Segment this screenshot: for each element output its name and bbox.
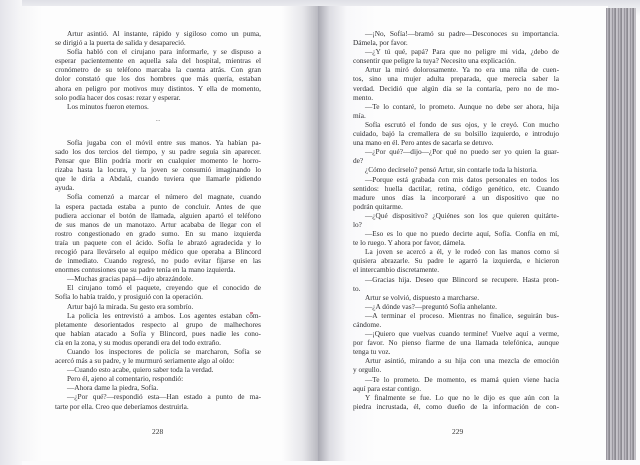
text-line: tarte por ella. Creo que deberíamos destruirla. xyxy=(55,401,189,411)
text-line: Artur se volvió, dispuesto a marcharse. xyxy=(365,292,480,302)
text-line: Cuando los inspectores de policía se marcharon, Sofía se xyxy=(67,347,261,356)
text-line: —A terminar el proceso. Mientras no finalice, seguirán bus- xyxy=(365,310,559,320)
paragraph xyxy=(353,47,559,65)
text-line: quisiera abrazarle. Su padre le agarró la izquierda, e hicieron xyxy=(353,256,559,266)
text-line: Pensar que Blin podría morir en cualquier momento le horro- xyxy=(55,156,261,166)
text-line: cándome. xyxy=(353,320,382,329)
text-line: mento. xyxy=(353,92,374,102)
text-line: recogió para llevárselo al equipo médico que operaba a Blincord xyxy=(55,246,261,256)
paragraph xyxy=(353,29,559,47)
book-page-edges xyxy=(606,8,636,460)
paragraph xyxy=(55,138,261,193)
text-line: la espera pactada estaba a punto de concluir. Antes de que xyxy=(55,201,261,211)
text-line: Los minutos fueron eternos. xyxy=(67,101,149,111)
text-line: La policía les entrevistó a ambos. Los agentes estaban com- xyxy=(67,310,261,320)
text-line: Sofía escrutó el fondo de sus ojos, y le creyó. Con mucho xyxy=(365,119,559,129)
paragraph xyxy=(55,283,261,301)
text-line: dolor constató que los dos hombres que más quería, estaban xyxy=(55,74,261,84)
text-line: sado los dos tercios del tiempo, y su padre seguía sin aparecer. xyxy=(55,146,261,156)
paragraph xyxy=(55,192,261,274)
text-line: tenga tu voz. xyxy=(353,347,391,357)
paragraph xyxy=(353,229,559,247)
text-line: de inmediato. Cuando regresó, no pudo evitar fijarse en las xyxy=(55,256,261,266)
text-line: to. xyxy=(353,283,361,293)
paragraph xyxy=(353,393,559,411)
paragraph xyxy=(55,365,261,374)
paragraph xyxy=(55,102,261,111)
text-line: sentidos: huella dactilar, retina, código genético, etc. Cuando xyxy=(353,183,559,193)
paragraph xyxy=(353,175,559,211)
text-line: consentir que peligre la tuya? Necesito una explicación. xyxy=(353,56,516,66)
text-line: Dámela, por favor. xyxy=(353,38,408,48)
paragraph xyxy=(353,211,559,229)
text-line: La joven se acercó a él, y le rodeó con las manos como si xyxy=(365,247,559,257)
paragraph xyxy=(353,356,559,374)
paragraph xyxy=(353,65,559,101)
text-line: pletamente desorientados respecto al grupo de malhechores xyxy=(55,319,261,329)
text-line: enormes contusiones que su padre tenía en la mano izquierda. xyxy=(55,265,236,275)
text-line: traía un paquete con el ácido. Sofía le abrazó agradecida y lo xyxy=(55,237,261,247)
paragraph xyxy=(55,383,261,392)
text-line: pudiera accionar el botón de llamada, alguien apartó el teléfono xyxy=(55,210,261,220)
paragraph xyxy=(55,347,261,365)
paragraph xyxy=(353,302,559,311)
text-line: una mano en él. Pero antes de sacarla se detuvo. xyxy=(353,138,494,148)
text-line: Artur asintió, mirando a su hija con una mezcla de emoción xyxy=(365,356,559,366)
text-line: el intercambio discretamente. xyxy=(353,265,440,275)
text-line: ayuda. xyxy=(55,183,75,193)
text-line: por favor. No pienso fiarme de una llamada telefónica, aunque xyxy=(353,338,559,348)
paragraph xyxy=(55,274,261,283)
text-line: rizaba hasta la locura, y la joven se consumió imaginando lo xyxy=(55,165,261,175)
text-line: —Ahora dame la piedra, Sofía. xyxy=(67,383,159,393)
text-line: Sofía comenzó a marcar el número del magnate, cuando xyxy=(67,192,261,202)
paragraph xyxy=(353,375,559,393)
paragraph xyxy=(353,102,559,120)
page-number-right: 229 xyxy=(452,427,464,436)
text-line: Artur bajó la mirada. Su gesto era sombrío. xyxy=(67,301,194,311)
text-line: que le diría a Abdalá, cuando tuviera que llamarle pidiendo xyxy=(55,174,261,184)
text-line: que habían atacado a Sofía y Blincord, pues nadie les cono- xyxy=(55,328,261,338)
text-line: rostro congestionado en grado sumo. En su mano izquierda xyxy=(55,228,261,238)
text-line: podrán quitarme. xyxy=(353,201,403,211)
text-line: Sofía habló con el cirujano para informarle, y se dispuso a xyxy=(67,47,261,57)
text-line: Artur la miró dolorosamente. Ya no era una niña de cuen- xyxy=(365,65,559,75)
paragraph xyxy=(55,302,261,311)
text-line: —Gracias hija. Deseo que Blincord se recupere. Hasta pron- xyxy=(365,274,559,284)
text-line: y orgullo. xyxy=(353,365,382,375)
text-line: —Te lo contaré, lo prometo. Aunque no debe ser ahora, hija xyxy=(365,101,559,111)
text-line: de sus manos de un manotazo. Artur acababa de llegar con el xyxy=(55,219,261,229)
text-line: esperar pacientemente en aquella sala del hospital, mientras el xyxy=(55,56,261,66)
text-line: —¡No, Sofía!—bramó su padre—Desconoces su importancia. xyxy=(365,29,559,38)
text-line: ahora en peligro por motivos muy distintos. Y ella de momento, xyxy=(55,83,261,93)
text-line: aquí para estar contigo. xyxy=(353,383,422,393)
text-line: te lo ruego. Y ahora por favor, dámela. xyxy=(353,238,466,248)
text-line: Sofía jugaba con el móvil entre sus manos. Ya habían pa- xyxy=(67,137,261,147)
text-line: acercó más a su padre, y le murmuró seriamente algo al oído: xyxy=(55,356,235,366)
text-line: cronómetro de su teléfono marcaba la cuenta atrás. Con gran xyxy=(55,65,261,75)
text-line: de? xyxy=(353,156,364,166)
text-line: —¿Por qué?—respondió esta—Han estado a punto de ma- xyxy=(67,392,261,402)
section-separator: ... xyxy=(155,116,161,123)
text-line: —¿Por qué?—dijo—¿Por qué no puedo ser yo quien la guar- xyxy=(365,147,559,157)
text-line: —¿A dónde vas?—preguntó Sofía anhelante. xyxy=(365,301,497,311)
text-line: —Muchas gracias papá—dijo abrazándole. xyxy=(67,274,194,284)
paragraph xyxy=(55,47,261,102)
text-line: —Cuando esto acabe, quiero saber toda la verdad. xyxy=(67,365,214,375)
text-line: verdad. Decidió que algún día se la contaría, pero no de mo- xyxy=(353,83,559,93)
paragraph xyxy=(353,120,559,147)
text-line: Y finalmente se fue. Lo que no le dijo es que aún con la xyxy=(365,392,559,402)
text-line: —¡Quiero que vuelvas cuando termine! Vuelve aquí a verme, xyxy=(365,329,559,339)
text-line: madure unos días la incorporaré a un dispositivo que no xyxy=(353,192,559,202)
left-page-text xyxy=(55,29,261,411)
paragraph xyxy=(353,275,559,293)
text-line: solo podía hacer dos cosas: rezar y esperar. xyxy=(55,92,181,102)
text-line: Pero él, ajeno al comentario, respondió: xyxy=(67,374,184,384)
paragraph xyxy=(55,392,261,410)
text-line: ¿Cómo decírselo? pensó Artur, sin contarle toda la historia. xyxy=(365,165,538,175)
text-line: tos, sino una mujer adulta preparada, que merecía saber la xyxy=(353,74,559,84)
text-line: lo? xyxy=(353,219,362,229)
text-line: cuidado, bajó la cremallera de su bolsillo izquierdo, e introdujo xyxy=(353,129,559,139)
text-line: —Porque está grabada con mis datos personales en todos los xyxy=(365,174,559,184)
paragraph xyxy=(55,29,261,47)
text-line: Sofía lo había traído, y prosiguió con la operación. xyxy=(55,292,203,302)
paragraph xyxy=(353,311,559,329)
right-page-text xyxy=(353,29,559,411)
paragraph xyxy=(55,311,261,347)
text-line: —¿Y tú qué, papá? Para que no peligre mi vida, ¿debo de xyxy=(365,47,559,57)
paragraph xyxy=(353,147,559,165)
paragraph xyxy=(353,293,559,302)
text-line: cía en la zona, y su modus operandi era del todo extraño. xyxy=(55,337,221,347)
paragraph xyxy=(353,247,559,274)
paragraph xyxy=(55,374,261,383)
text-line: se dirigió a la puerta de salida y desapareció. xyxy=(55,38,186,48)
paragraph xyxy=(353,165,559,174)
text-line: piedra incrustada, él, como dueño de la información de con- xyxy=(353,401,559,411)
text-line: —Eso es lo que no puedo decirte aquí, Sofía. Confía en mí, xyxy=(365,229,559,239)
page-number-left: 228 xyxy=(152,427,164,436)
paragraph xyxy=(353,329,559,356)
text-line: —Te lo prometo. De momento, es mamá quien viene hacia xyxy=(365,374,559,384)
text-line: —¿Qué dispositivo? ¿Quiénes son los que quieren quitárte- xyxy=(365,210,559,220)
text-line: mía. xyxy=(353,110,366,120)
text-line: El cirujano tomó el paquete, creyendo que el conocido de xyxy=(67,283,261,293)
text-line: Artur asintió. Al instante, rápido y sigiloso como un puma, xyxy=(67,29,261,38)
